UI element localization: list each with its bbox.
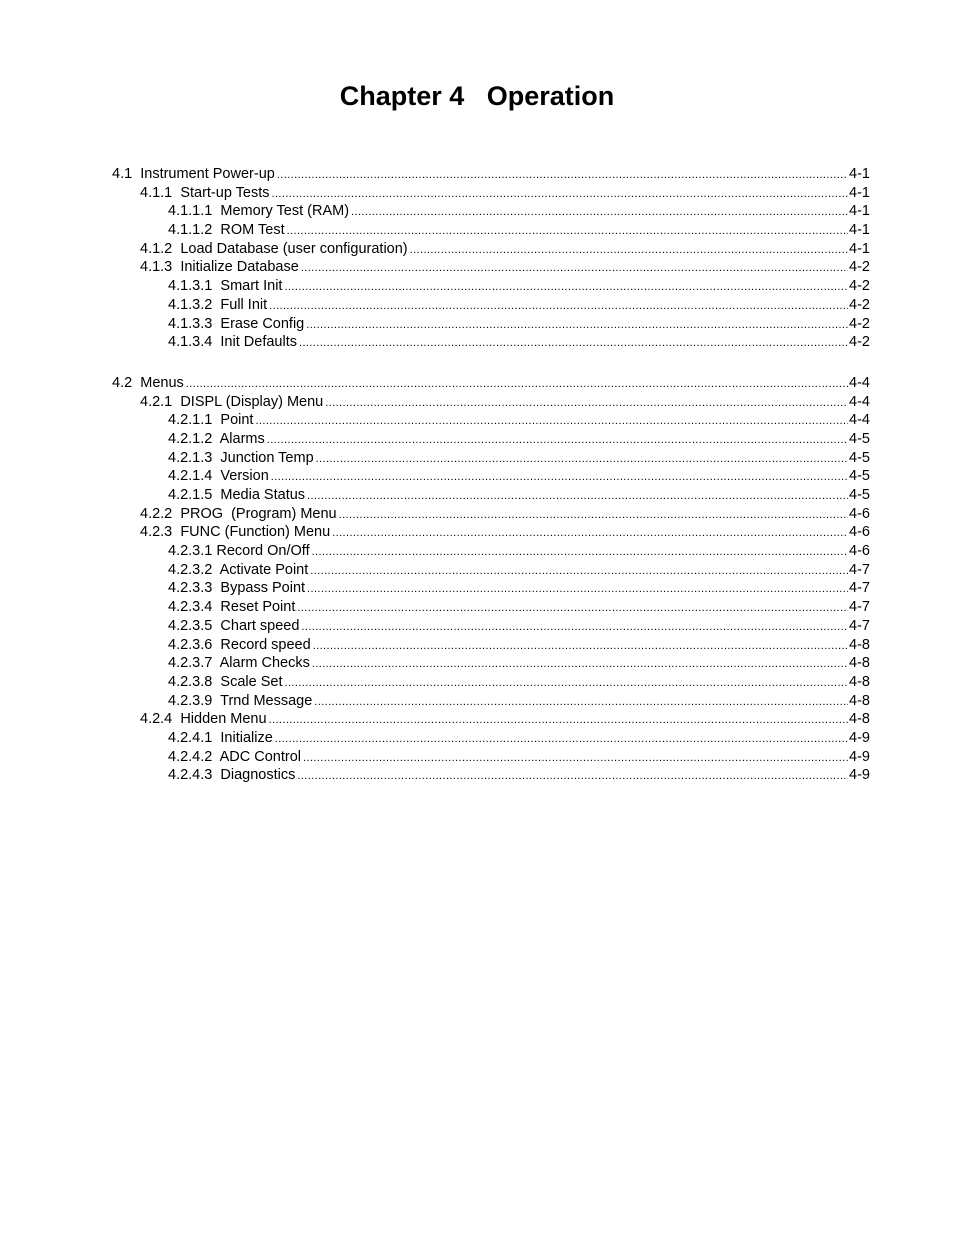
toc-entry[interactable] <box>112 411 870 430</box>
toc-entry-number: 4.2.2 <box>140 505 173 522</box>
toc-dot-leader <box>310 562 848 580</box>
toc-entry-number: 4.2.3 <box>140 524 173 541</box>
toc-dot-leader <box>301 259 848 277</box>
toc-entry[interactable] <box>112 430 870 449</box>
toc-entry-label <box>140 505 337 524</box>
toc-dot-leader <box>307 487 848 505</box>
toc-entry-label <box>168 766 295 785</box>
toc-entry-label <box>168 277 282 296</box>
toc-entry-label <box>168 692 312 711</box>
toc-entry-label <box>168 315 304 334</box>
toc-section <box>112 374 870 785</box>
toc-dot-leader <box>312 543 848 561</box>
toc-entry-separator <box>212 655 219 671</box>
toc-entry-label <box>168 729 273 748</box>
toc-entry[interactable] <box>112 636 870 655</box>
toc-entry-page: 4-7 <box>849 599 870 616</box>
toc-entry-page: 4-5 <box>849 430 870 447</box>
toc-entry[interactable] <box>112 748 870 767</box>
toc-entry-number: 4.2.4.1 <box>168 729 213 746</box>
toc-entry-number: 4.2.1.1 <box>168 412 213 429</box>
toc-entry-text: Reset Point <box>220 599 296 616</box>
toc-entry-text: Start-up Tests <box>180 184 270 201</box>
toc-dot-leader <box>313 637 848 655</box>
toc-entry-label <box>168 636 311 655</box>
toc-entry-label <box>140 393 323 412</box>
toc-entry-text: Record On/Off <box>216 543 310 560</box>
toc-entry-separator <box>212 693 220 709</box>
toc-entry-number: 4.2.3.2 <box>168 561 213 578</box>
toc-entry[interactable] <box>112 598 870 617</box>
toc-entry-page: 4-2 <box>849 278 870 295</box>
toc-entry-label <box>168 486 305 505</box>
toc-entry-page: 4-2 <box>849 259 870 276</box>
toc-entry-label <box>168 449 314 468</box>
toc-entry-number: 4.1.3.2 <box>168 296 213 313</box>
toc-entry-label <box>168 579 305 598</box>
toc-entry[interactable] <box>112 202 870 221</box>
toc-entry-number: 4.2.3.5 <box>168 617 213 634</box>
toc-entry-number: 4.1.3.1 <box>168 278 213 295</box>
toc-dot-leader <box>269 711 848 729</box>
toc-entry-number: 4.2.3.4 <box>168 599 213 616</box>
toc-entry[interactable] <box>112 165 870 184</box>
toc-dot-leader <box>267 431 848 449</box>
toc-entry-page: 4-2 <box>849 296 870 313</box>
toc-entry-page: 4-6 <box>849 543 870 560</box>
toc-entry-number: 4.1.1 <box>140 184 173 201</box>
toc-dot-leader <box>306 316 848 334</box>
toc-entry-number: 4.2.1.5 <box>168 487 213 503</box>
toc-entry[interactable] <box>112 277 870 296</box>
toc-entry-text: ADC Control <box>219 748 301 765</box>
toc-entry-label <box>112 374 184 393</box>
toc-entry-text: Scale Set <box>220 673 283 690</box>
toc-entry[interactable] <box>112 184 870 203</box>
toc-dot-leader <box>332 524 848 542</box>
toc-entry-page: 4-5 <box>849 487 870 503</box>
toc-entry-number: 4.1.2 <box>140 240 173 257</box>
toc-entry-page: 4-9 <box>849 748 870 765</box>
toc-entry-label <box>168 617 299 636</box>
toc-entry-text: Load Database (user configuration) <box>180 240 408 257</box>
toc-entry[interactable] <box>112 393 870 412</box>
toc-entry[interactable] <box>112 333 870 352</box>
toc-entry-text: Version <box>220 468 269 485</box>
toc-dot-leader <box>284 674 848 692</box>
toc-entry-page: 4-8 <box>849 711 870 728</box>
toc-entry-number: 4.1.3.3 <box>168 315 213 332</box>
toc-entry[interactable] <box>112 240 870 259</box>
toc-entry-text: Point <box>220 412 254 429</box>
toc-entry-page: 4-8 <box>849 692 870 709</box>
toc-entry-number: 4.2.3.6 <box>168 636 213 653</box>
toc-entry-number: 4.2.4.3 <box>168 767 213 784</box>
toc-dot-leader <box>284 278 848 296</box>
toc-entry-number: 4.2.1.2 <box>168 430 213 447</box>
toc-dot-leader <box>269 297 848 315</box>
toc-dot-leader <box>186 375 848 393</box>
toc-entry-text: Instrument Power-up <box>140 166 275 182</box>
toc-entry[interactable] <box>112 729 870 748</box>
toc-dot-leader <box>277 166 848 184</box>
toc-entry-label <box>140 523 330 542</box>
toc-entry-label <box>168 542 310 561</box>
toc-entry-label <box>168 654 310 673</box>
toc-entry-number: 4.1.1.1 <box>168 203 213 220</box>
toc-dot-leader <box>303 749 848 767</box>
toc-dot-leader <box>307 580 848 598</box>
toc-entry[interactable] <box>112 505 870 524</box>
toc-entry-page: 4-9 <box>849 767 870 784</box>
toc-entry-page: 4-2 <box>849 334 870 351</box>
toc-entry[interactable] <box>112 561 870 580</box>
toc-entry-text: FUNC (Function) Menu <box>180 524 331 541</box>
toc-entry[interactable] <box>112 617 870 636</box>
toc-entry-text: Media Status <box>220 487 306 503</box>
toc-entry[interactable] <box>112 654 870 673</box>
chapter-title: Chapter 4 Operation <box>339 81 615 111</box>
toc-entry-text: Initialize Database <box>180 259 299 276</box>
toc-section <box>112 165 870 352</box>
toc-entry-text: Bypass Point <box>220 580 306 597</box>
table-of-contents <box>112 165 870 785</box>
toc-dot-leader <box>297 767 848 785</box>
toc-dot-leader <box>314 693 848 711</box>
toc-entry[interactable] <box>112 486 870 505</box>
toc-entry-label <box>140 184 270 203</box>
toc-entry-page: 4-8 <box>849 673 870 690</box>
toc-entry[interactable] <box>112 673 870 692</box>
toc-dot-leader <box>255 412 848 430</box>
toc-entry-number: 4.1.3 <box>140 259 173 276</box>
toc-entry-page: 4-1 <box>849 166 870 182</box>
toc-entry-page: 4-5 <box>849 468 870 485</box>
toc-entry-page: 4-6 <box>849 505 870 522</box>
toc-dot-leader <box>316 450 848 468</box>
toc-dot-leader <box>287 222 848 240</box>
toc-entry-number: 4.1.1.2 <box>168 222 213 239</box>
toc-entry[interactable] <box>112 467 870 486</box>
toc-entry-label <box>168 202 349 221</box>
toc-entry-page: 4-9 <box>849 729 870 746</box>
toc-entry[interactable] <box>112 542 870 561</box>
toc-entry-number: 4.1 <box>112 166 133 182</box>
toc-entry-label <box>168 748 301 767</box>
toc-entry-number: 4.2.1.4 <box>168 468 213 485</box>
toc-entry-label <box>168 221 285 240</box>
toc-entry-number: 4.2.1.3 <box>168 449 213 466</box>
toc-entry-text: Menus <box>140 374 184 391</box>
toc-entry-page: 4-1 <box>849 240 870 257</box>
toc-entry-text: Erase Config <box>220 315 305 332</box>
toc-dot-leader <box>272 185 849 203</box>
toc-entry-page: 4-2 <box>849 315 870 332</box>
toc-entry[interactable] <box>112 710 870 729</box>
toc-dot-leader <box>351 203 848 221</box>
toc-entry-text: Record speed <box>220 636 311 653</box>
toc-entry[interactable] <box>112 221 870 240</box>
toc-entry-label <box>168 411 253 430</box>
toc-entry-separator <box>212 562 219 578</box>
toc-entry-text: Alarms <box>219 430 265 447</box>
toc-entry-label <box>168 296 267 315</box>
toc-entry-page: 4-6 <box>849 524 870 541</box>
toc-entry-text: Alarm Checks <box>219 655 310 672</box>
toc-entry-number: 4.1.3.4 <box>168 334 213 351</box>
toc-entry-separator <box>212 431 219 447</box>
toc-entry-page: 4-8 <box>849 636 870 653</box>
toc-dot-leader <box>297 599 848 617</box>
toc-entry[interactable] <box>112 692 870 711</box>
toc-entry[interactable] <box>112 449 870 468</box>
toc-entry-text: Smart Init <box>220 278 283 295</box>
toc-dot-leader <box>271 468 848 486</box>
toc-entry-page: 4-7 <box>849 580 870 597</box>
toc-entry-text: Activate Point <box>219 561 309 578</box>
toc-entry-label <box>140 258 299 277</box>
toc-dot-leader <box>275 730 848 748</box>
toc-entry-page: 4-4 <box>849 412 870 429</box>
toc-entry-page: 4-7 <box>849 617 870 634</box>
toc-entry-text: Init Defaults <box>220 334 297 351</box>
toc-entry[interactable] <box>112 374 870 393</box>
toc-entry-number: 4.2.4.2 <box>168 748 213 765</box>
toc-dot-leader <box>301 618 848 636</box>
toc-entry-number: 4.2.3.3 <box>168 580 213 597</box>
toc-entry-text: Hidden Menu <box>180 711 267 728</box>
toc-entry-page: 4-1 <box>849 203 870 220</box>
toc-entry-label <box>112 165 275 184</box>
toc-entry-label <box>168 673 282 692</box>
toc-entry-separator <box>212 749 219 765</box>
toc-entry-label <box>168 561 308 580</box>
toc-dot-leader <box>299 334 848 352</box>
toc-entry-page: 4-7 <box>849 561 870 578</box>
toc-entry[interactable] <box>112 296 870 315</box>
toc-entry-text: Trnd Message <box>220 692 313 709</box>
toc-entry-page: 4-1 <box>849 222 870 239</box>
toc-entry-page: 4-4 <box>849 393 870 410</box>
toc-entry-text: ROM Test <box>220 222 285 239</box>
toc-entry-text: Diagnostics <box>220 767 296 784</box>
toc-entry[interactable] <box>112 258 870 277</box>
toc-entry-page: 4-1 <box>849 184 870 201</box>
toc-dot-leader <box>339 506 848 524</box>
toc-dot-leader <box>410 241 848 259</box>
toc-entry-number: 4.2.3.8 <box>168 673 213 690</box>
toc-entry-text: Junction Temp <box>220 449 314 466</box>
toc-entry-number: 4.2.4 <box>140 711 173 728</box>
toc-entry-number: 4.2.3.9 <box>168 692 213 709</box>
toc-entry[interactable] <box>112 766 870 785</box>
toc-entry-label <box>168 430 265 449</box>
toc-entry-text: Memory Test (RAM) <box>220 203 350 220</box>
toc-entry-page: 4-8 <box>849 655 870 672</box>
toc-entry-text: Initialize <box>220 729 273 746</box>
toc-entry-label <box>168 333 297 352</box>
toc-entry-number: 4.2.3.1 <box>168 543 213 560</box>
toc-entry-page: 4-4 <box>849 374 870 391</box>
toc-entry-number: 4.2.3.7 <box>168 655 213 672</box>
toc-dot-leader <box>325 394 848 412</box>
toc-entry[interactable] <box>112 523 870 542</box>
toc-entry-page: 4-5 <box>849 449 870 466</box>
toc-entry-text: Full Init <box>220 296 268 313</box>
toc-entry-text: PROG (Program) Menu <box>180 505 337 522</box>
toc-entry-label <box>168 467 269 486</box>
toc-entry-label <box>168 598 295 617</box>
toc-entry-number: 4.2.1 <box>140 393 173 410</box>
toc-entry-number: 4.2 <box>112 374 133 391</box>
toc-entry-label <box>140 240 408 259</box>
toc-entry[interactable] <box>112 315 870 334</box>
toc-entry[interactable] <box>112 579 870 598</box>
toc-dot-leader <box>312 655 848 673</box>
toc-entry-text: DISPL (Display) Menu <box>180 393 324 410</box>
toc-entry-label <box>140 710 267 729</box>
toc-entry-text: Chart speed <box>220 617 300 634</box>
